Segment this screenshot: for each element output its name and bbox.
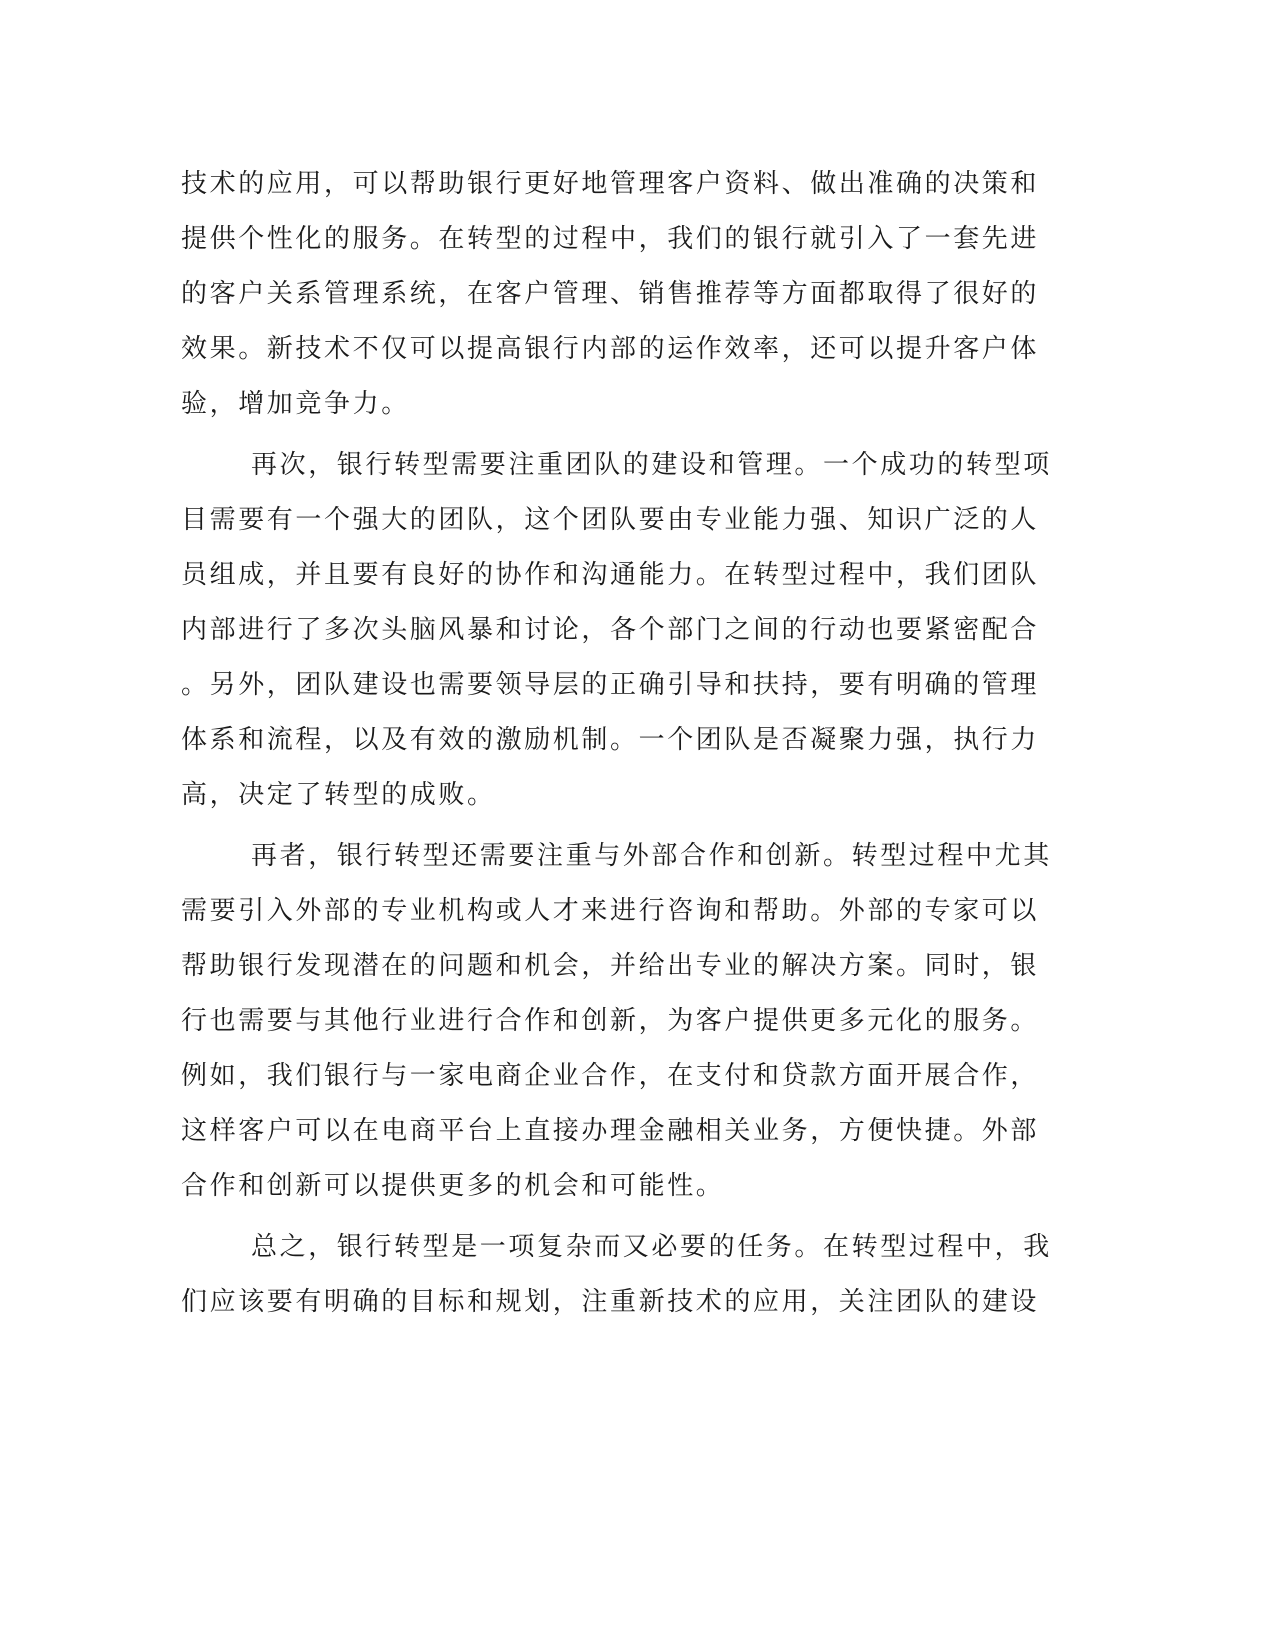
text-line: 再者，银行转型还需要注重与外部合作和创新。转型过程中尤其 <box>251 841 1052 871</box>
text-line: 技术的应用，可以帮助银行更好地管理客户资料、做出准确的决策和 <box>181 169 1040 199</box>
text-line: 例如，我们银行与一家电商企业合作，在支付和贷款方面开展合作， <box>181 1061 1040 1091</box>
text-line: 的客户关系管理系统，在客户管理、销售推荐等方面都取得了很好的 <box>181 279 1040 309</box>
paragraph-conclusion <box>181 1220 1052 1330</box>
text-line: 需要引入外部的专业机构或人才来进行咨询和帮助。外部的专家可以 <box>181 896 1040 926</box>
text-line: 效果。新技术不仅可以提高银行内部的运作效率，还可以提升客户体 <box>181 334 1040 364</box>
text-line: 再次，银行转型需要注重团队的建设和管理。一个成功的转型项 <box>251 450 1052 480</box>
text-line: 行也需要与其他行业进行合作和创新，为客户提供更多元化的服务。 <box>181 1006 1040 1036</box>
body-text <box>181 157 1052 1330</box>
text-line: 帮助银行发现潜在的问题和机会，并给出专业的解决方案。同时，银 <box>181 951 1040 981</box>
paragraph-technology <box>181 157 1041 432</box>
text-line: 员组成，并且要有良好的协作和沟通能力。在转型过程中，我们团队 <box>181 560 1040 590</box>
paragraph-team <box>181 438 1052 823</box>
text-line: 内部进行了多次头脑风暴和讨论，各个部门之间的行动也要紧密配合 <box>181 615 1040 645</box>
text-line: 目需要有一个强大的团队，这个团队要由专业能力强、知识广泛的人 <box>181 505 1040 535</box>
text-line: 合作和创新可以提供更多的机会和可能性。 <box>181 1171 725 1201</box>
text-line: 高，决定了转型的成败。 <box>181 780 496 810</box>
text-line: 这样客户可以在电商平台上直接办理金融相关业务，方便快捷。外部 <box>181 1116 1040 1146</box>
text-line: 验，增加竞争力。 <box>181 389 410 419</box>
text-line: 体系和流程，以及有效的激励机制。一个团队是否凝聚力强，执行力 <box>181 725 1040 755</box>
text-line: 。另外，团队建设也需要领导层的正确引导和扶持，要有明确的管理 <box>181 670 1040 700</box>
paragraph-cooperation <box>181 829 1052 1214</box>
text-line: 们应该要有明确的目标和规划，注重新技术的应用，关注团队的建设 <box>181 1287 1040 1317</box>
text-line: 提供个性化的服务。在转型的过程中，我们的银行就引入了一套先进 <box>181 224 1040 254</box>
text-line: 总之，银行转型是一项复杂而又必要的任务。在转型过程中，我 <box>251 1232 1052 1262</box>
